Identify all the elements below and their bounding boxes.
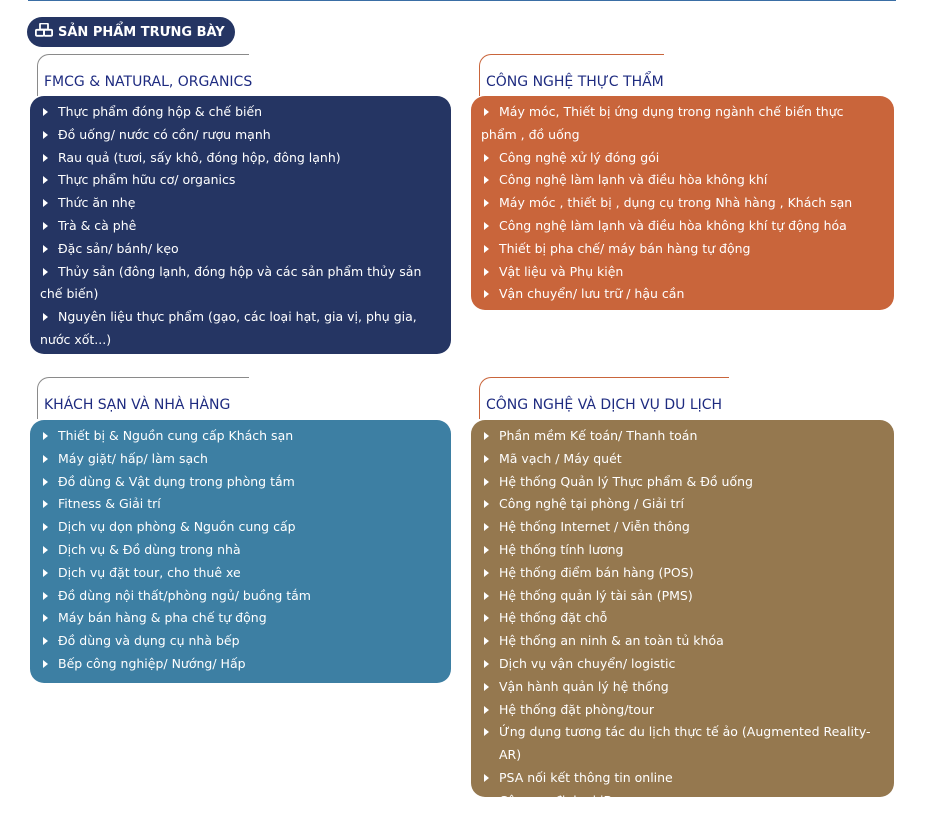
list-item-text: Công nghệ làm lạnh và điều hòa không khí [499, 172, 768, 188]
list-item-text: Fitness & Giải trí [58, 496, 161, 512]
list-food-tech [481, 101, 880, 306]
list-item[interactable] [40, 585, 437, 608]
list-item-text: Đồ uống/ nước có cồn/ rượu mạnh [58, 126, 271, 142]
list-item[interactable] [481, 101, 880, 147]
list-item-text: Hệ thống đặt chỗ [499, 610, 608, 626]
caret-right-icon [484, 478, 489, 486]
list-item-text: Thủy sản (đông lạnh, đóng hộp và các sản phẩm thủy sản chế biến) [40, 263, 422, 302]
list-item-text: Dịch vụ vận chuyển/ logistic [499, 655, 676, 671]
caret-right-icon [484, 637, 489, 645]
caret-right-icon [484, 592, 489, 600]
caret-right-icon [484, 614, 489, 622]
caret-right-icon [43, 222, 48, 230]
caret-right-icon [484, 268, 489, 276]
caret-right-icon [43, 523, 48, 531]
list-item[interactable] [481, 471, 880, 494]
list-item[interactable] [40, 516, 437, 539]
list-item[interactable] [481, 585, 880, 608]
list-item[interactable] [481, 493, 880, 516]
list-item-text: Hệ thống tính lương [499, 541, 624, 557]
list-item[interactable] [40, 101, 437, 124]
top-divider [28, 0, 896, 1]
heading-food-tech-text: CÔNG NGHỆ THỰC THẨM [486, 74, 664, 90]
list-item-text: Thiết bị pha chế/ máy bán hàng tự động [499, 240, 751, 256]
list-item[interactable] [40, 653, 437, 676]
list-item-text: Công nghệ xử lý đóng gói [499, 149, 660, 165]
list-item-text: Thiết bị & Nguồn cung cấp Khách sạn [58, 428, 294, 443]
list-item-text: Hệ thống Internet / Viễn thông [499, 519, 690, 535]
list-item-text: Thực phẩm đóng hộp & chế biến [58, 104, 263, 119]
caret-right-icon [43, 592, 48, 600]
list-hotel-restaurant [40, 425, 437, 676]
caret-right-icon [484, 569, 489, 577]
heading-tourism-tech-text: CÔNG NGHỆ VÀ DỊCH VỤ DU LỊCH [486, 397, 723, 413]
list-item-text: Máy bán hàng & pha chế tự động [58, 610, 267, 626]
heading-hotel-restaurant-text: KHÁCH SẠN VÀ NHÀ HÀNG [44, 397, 231, 413]
list-item-text: Vận chuyển/ lưu trữ / hậu cần [499, 286, 685, 302]
caret-right-icon [43, 614, 48, 622]
list-item[interactable] [481, 653, 880, 676]
list-item[interactable] [481, 630, 880, 653]
cubes-icon [35, 23, 58, 41]
list-item-text: Máy móc, Thiết bị ứng dụng trong ngành chế biến thực phẩm , đồ uống [481, 104, 844, 142]
list-item-text: Bếp công nghiệp/ Nướng/ Hấp [58, 655, 246, 671]
caret-right-icon [484, 108, 489, 116]
list-item[interactable] [481, 562, 880, 585]
heading-fmcg [37, 54, 253, 96]
list-item-text: Nguyên liệu thực phẩm (gạo, các loại hạt, gia vị, phụ gia, nước xốt...) [40, 309, 417, 347]
caret-right-icon [484, 290, 489, 298]
caret-right-icon [484, 706, 489, 714]
list-item[interactable] [40, 215, 437, 238]
caret-right-icon [43, 245, 48, 253]
list-item[interactable] [40, 630, 437, 653]
list-item-text: Hệ thống an ninh & an toàn tủ khóa [499, 633, 724, 649]
caret-right-icon [43, 455, 48, 463]
caret-right-icon [43, 546, 48, 554]
list-item[interactable] [40, 493, 437, 516]
list-item[interactable] [481, 283, 880, 306]
panel-fmcg [30, 96, 451, 354]
caret-right-icon [484, 154, 489, 162]
caret-right-icon [484, 546, 489, 554]
section-badge [27, 17, 235, 47]
list-item[interactable] [40, 607, 437, 630]
list-item-text: Đồ dùng và dụng cụ nhà bếp [58, 633, 240, 649]
caret-right-icon [43, 199, 48, 207]
list-item[interactable] [40, 471, 437, 494]
list-item[interactable] [40, 562, 437, 585]
list-item[interactable] [40, 169, 437, 192]
list-item-text: Dịch vụ đặt tour, cho thuê xe [58, 564, 241, 580]
list-item[interactable] [40, 238, 437, 261]
list-item-text: Vận hành quản lý hệ thống [499, 678, 669, 694]
list-item-text: Máy móc , thiết bị , dụng cụ trong Nhà hàng , Khách sạn [499, 195, 853, 211]
list-item[interactable] [481, 607, 880, 630]
caret-right-icon [43, 500, 48, 508]
caret-right-icon [43, 108, 48, 116]
list-item[interactable] [40, 124, 437, 147]
list-item[interactable] [40, 261, 437, 307]
caret-right-icon [43, 176, 48, 184]
list-item[interactable] [481, 516, 880, 539]
caret-right-icon [484, 245, 489, 253]
panel-tourism-tech [471, 420, 894, 808]
caret-right-icon [43, 313, 48, 321]
list-item[interactable] [481, 676, 880, 699]
caret-right-icon [484, 176, 489, 184]
list-item-text: Thức ăn nhẹ [58, 195, 136, 211]
list-item-text: Đồ dùng nội thất/phòng ngủ/ buồng tắm [58, 587, 311, 603]
caret-right-icon [484, 222, 489, 230]
list-item-text: Vật liệu và Phụ kiện [499, 263, 624, 279]
caret-right-icon [43, 637, 48, 645]
caret-right-icon [484, 683, 489, 691]
list-item-text: Ứng dụng tương tác du lịch thực tế ảo (Augmented Reality-AR) [499, 724, 871, 763]
list-item-text: Hệ thống điểm bán hàng (POS) [499, 564, 694, 580]
list-item-text: PSA nối kết thông tin online [499, 769, 673, 785]
list-item-text: Dịch vụ & Đồ dùng trong nhà [58, 541, 241, 557]
caret-right-icon [43, 660, 48, 668]
list-item[interactable] [481, 448, 880, 471]
list-item-text: Hệ thống đặt phòng/tour [499, 701, 655, 717]
list-item-text: Công cụ định vị iBeacons [499, 792, 657, 808]
list-item-text: Rau quả (tươi, sấy khô, đóng hộp, đông lạnh) [58, 149, 341, 165]
list-item-text: Thực phẩm hữu cơ/ organics [58, 172, 236, 188]
list-item[interactable] [40, 192, 437, 215]
badge-label: SẢN PHẨM TRƯNG BÀY [58, 24, 225, 40]
caret-right-icon [43, 268, 48, 276]
list-item[interactable] [481, 767, 880, 790]
list-item-text: Hệ thống Quản lý Thực phẩm & Đồ uống [499, 473, 753, 489]
list-fmcg [40, 101, 437, 352]
caret-right-icon [43, 131, 48, 139]
caret-right-icon [484, 432, 489, 440]
list-item[interactable] [40, 147, 437, 170]
caret-right-icon [43, 432, 48, 440]
heading-food-tech [479, 54, 664, 96]
list-item[interactable] [40, 306, 437, 352]
list-item[interactable] [481, 147, 880, 170]
list-item[interactable] [481, 699, 880, 722]
list-item-text: Đồ dùng & Vật dụng trong phòng tắm [58, 473, 295, 489]
panel-hotel-restaurant [30, 420, 451, 683]
caret-right-icon [43, 569, 48, 577]
heading-fmcg-text: FMCG & NATURAL, ORGANICS [44, 74, 253, 90]
list-item-text: Công nghệ tại phòng / Giải trí [499, 496, 684, 512]
heading-tourism-tech [479, 377, 729, 419]
list-item[interactable] [40, 448, 437, 471]
list-item[interactable] [481, 215, 880, 238]
panel-food-tech [471, 96, 894, 310]
list-item-text: Phần mềm Kế toán/ Thanh toán [499, 428, 698, 443]
list-item-text: Công nghệ làm lạnh và điều hòa không khí tự động hóa [499, 217, 847, 233]
list-item[interactable] [481, 238, 880, 261]
list-item-text: Mã vạch / Máy quét [499, 450, 622, 466]
list-item-text: Đặc sản/ bánh/ kẹo [58, 240, 179, 256]
caret-right-icon [484, 774, 489, 782]
heading-hotel-restaurant [37, 377, 249, 419]
list-item[interactable] [481, 169, 880, 192]
caret-right-icon [484, 500, 489, 508]
list-item[interactable] [40, 425, 437, 448]
caret-right-icon [484, 199, 489, 207]
list-item-text: Dịch vụ dọn phòng & Nguồn cung cấp [58, 519, 296, 535]
list-item[interactable] [481, 721, 880, 767]
list-item-text: Hệ thống quản lý tài sản (PMS) [499, 587, 693, 603]
list-item-text: Trà & cà phê [58, 217, 137, 233]
caret-right-icon [484, 728, 489, 736]
list-item-text: Máy giặt/ hấp/ làm sạch [58, 450, 208, 466]
caret-right-icon [484, 523, 489, 531]
list-item[interactable] [481, 425, 880, 448]
list-item[interactable] [40, 539, 437, 562]
list-tourism-tech [481, 425, 880, 813]
caret-right-icon [43, 154, 48, 162]
caret-right-icon [484, 455, 489, 463]
list-item[interactable] [481, 790, 880, 813]
caret-right-icon [484, 797, 489, 805]
caret-right-icon [43, 478, 48, 486]
caret-right-icon [484, 660, 489, 668]
list-item[interactable] [481, 539, 880, 562]
list-item[interactable] [481, 261, 880, 284]
list-item[interactable] [481, 192, 880, 215]
